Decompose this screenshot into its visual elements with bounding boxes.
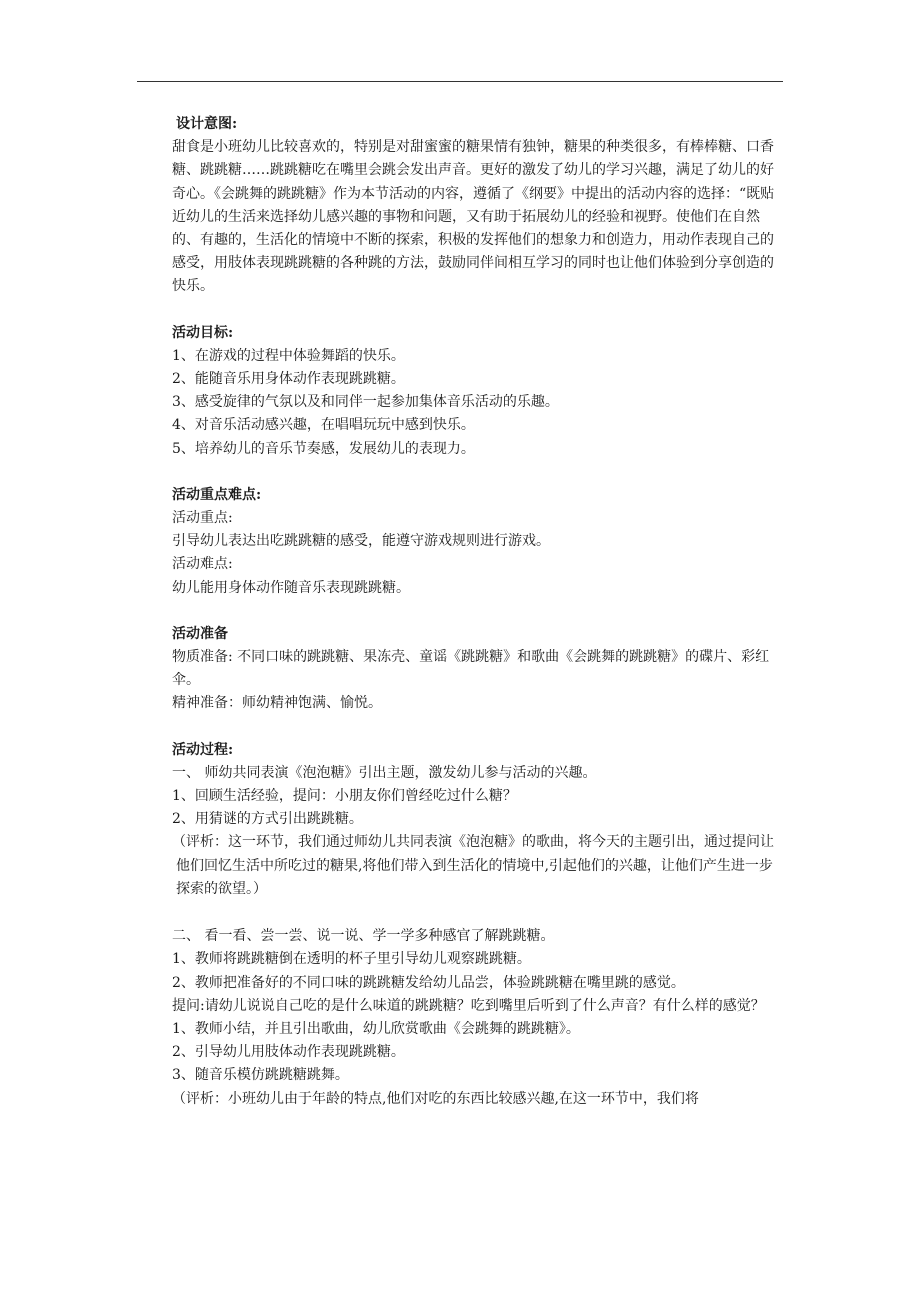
goal-item: 3、感受旋律的气氛以及和同伴一起参加集体音乐活动的乐趣。 xyxy=(172,394,559,411)
goals-heading: 活动目标: xyxy=(172,324,234,341)
design-intent-heading: 设计意图: xyxy=(176,116,238,132)
focus-text: 引导幼儿表达出吃跳跳糖的感受，能遵守游戏规则进行游戏。 xyxy=(172,533,550,550)
process-part2-question: 提问:请幼儿说说自己吃的是什么味道的跳跳糖？吃到嘴里后听到了什么声音？有什么样的感觉？ xyxy=(172,997,765,1014)
process-part2-item: 1、教师小结，并且引出歌曲，幼儿欣赏歌曲《会跳舞的跳跳糖》。 xyxy=(172,1020,580,1037)
goal-item: 1、在游戏的过程中体验舞蹈的快乐。 xyxy=(172,347,405,364)
process-heading: 活动过程: xyxy=(172,741,234,758)
process-part1-item: 2、用猜谜的方式引出跳跳糖。 xyxy=(172,811,363,828)
process-part2-comment: （评析：小班幼儿由于年龄的特点,他们对吃的东西比较感兴趣,在这一环节中，我们将 xyxy=(172,1090,699,1107)
design-intent-paragraph: 甜食是小班幼儿比较喜欢的，特别是对甜蜜蜜的糖果情有独钟，糖果的种类很多，有棒棒糖、口香糖、跳跳糖……跳跳糖吃在嘴里会跳会发出声音。更好的激发了幼儿的学习兴趣，满足了幼儿的好奇心。《会跳舞的跳跳糖》作为本节活动的内容，遵循了《纲要》中提出的活动内容的选择：“既贴近幼儿的生活来选择幼儿感兴趣的事物和问题，又有助于拓展幼儿的经验和视野。使他们在自然的、有趣的，生活化的情境中不断的探索，积极的发挥他们的想象力和创造力，用动作表现自己的感受，用肢体表现跳跳糖的各种跳的方法，鼓励同伴间相互学习的同时也让他们体验到分享创造的快乐。 xyxy=(172,139,775,295)
process-part2-heading: 二、 看一看、尝一尝、说一说、学一学多种感官了解跳跳糖。 xyxy=(172,928,555,945)
key-points-heading: 活动重点难点: xyxy=(172,486,262,503)
focus-label: 活动重点: xyxy=(172,510,233,527)
prep-heading: 活动准备 xyxy=(172,625,228,642)
process-part2-item: 1、教师将跳跳糖倒在透明的杯子里引导幼儿观察跳跳糖。 xyxy=(172,951,531,968)
process-part1-heading: 一、 师幼共同表演《泡泡糖》引出主题，激发幼儿参与活动的兴趣。 xyxy=(172,764,597,781)
difficulty-text: 幼儿能用身体动作随音乐表现跳跳糖。 xyxy=(172,579,410,596)
spacer xyxy=(152,901,784,925)
spacer xyxy=(152,716,784,739)
header-rule xyxy=(137,81,783,82)
spacer xyxy=(152,600,784,623)
goal-item: 5、培养幼儿的音乐节奏感，发展幼儿的表现力。 xyxy=(172,440,475,457)
spacer xyxy=(152,299,784,322)
process-part2-item: 2、教师把准备好的不同口味的跳跳糖发给幼儿品尝，体验跳跳糖在嘴里跳的感觉。 xyxy=(172,974,685,991)
difficulty-label: 活动难点: xyxy=(172,556,233,573)
process-part2-item: 3、随音乐模仿跳跳糖跳舞。 xyxy=(172,1067,349,1084)
process-part2-item: 2、引导幼儿用肢体动作表现跳跳糖。 xyxy=(172,1044,405,1061)
prep-material: 物质准备: 不同口味的跳跳糖、果冻壳、童谣《跳跳糖》和歌曲《会跳舞的跳跳糖》的碟片、彩红伞。 xyxy=(172,649,770,689)
spacer xyxy=(152,461,784,484)
prep-spirit: 精神准备：师幼精神饱满、愉悦。 xyxy=(172,695,382,712)
process-part1-item: 1、回顾生活经验，提问：小朋友你们曾经吃过什么糖？ xyxy=(172,788,517,805)
process-part1-comment: （评析：这一环节，我们通过师幼儿共同表演《泡泡糖》的歌曲，将今天的主题引出，通过提问让他们回忆生活中所吃过的糖果,将他们带入到生活化的情境中,引起他们的兴趣，让他们产生进一步探索的欲望。） xyxy=(172,834,774,897)
goal-item: 4、对音乐活动感兴趣，在唱唱玩玩中感到快乐。 xyxy=(172,417,475,434)
goal-item: 2、能随音乐用身体动作表现跳跳糖。 xyxy=(172,371,405,388)
document-body xyxy=(152,113,784,1111)
